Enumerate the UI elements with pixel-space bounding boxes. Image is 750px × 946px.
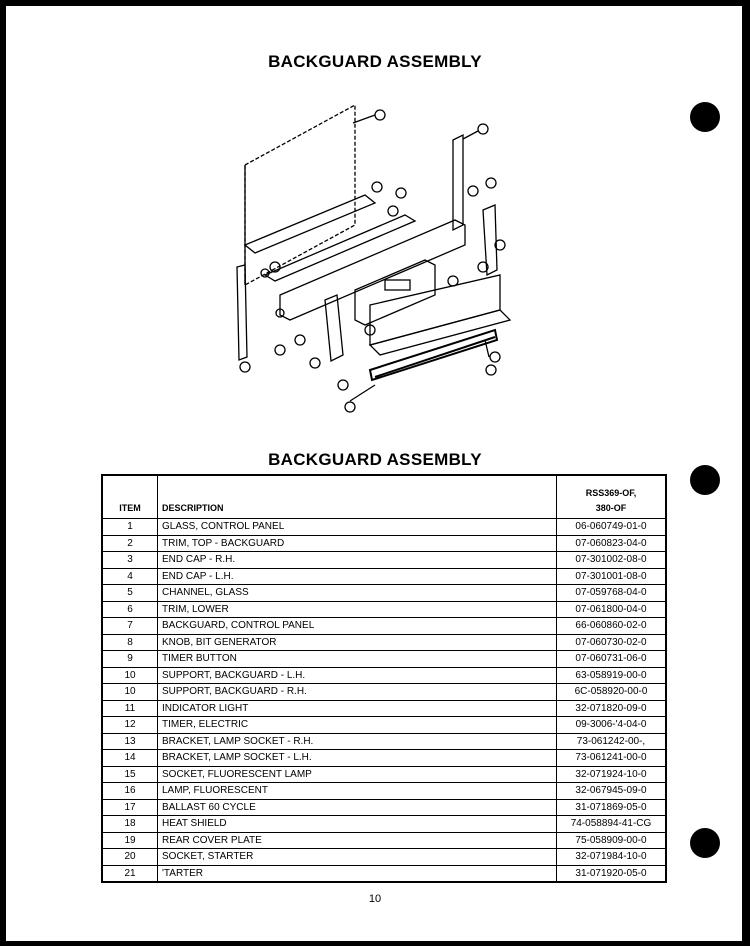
punch-hole-top <box>690 102 720 132</box>
cell-description: END CAP - L.H. <box>158 568 557 585</box>
table-row <box>102 535 666 552</box>
cell-description: TRIM, LOWER <box>158 601 557 618</box>
table-row <box>102 733 666 750</box>
table-row <box>102 849 666 866</box>
table-row <box>102 667 666 684</box>
cell-item: 20 <box>102 849 158 866</box>
page-title: BACKGUARD ASSEMBLY <box>268 52 482 71</box>
cell-description: 'TARTER <box>158 865 557 882</box>
cell-description: TIMER BUTTON <box>158 651 557 668</box>
cell-part-number: 75-058909-00-0 <box>557 832 667 849</box>
cell-item: 3 <box>102 552 158 569</box>
table-row <box>102 568 666 585</box>
header-description: DESCRIPTION <box>158 475 557 519</box>
cell-part-number: 31-071869-05-0 <box>557 799 667 816</box>
cell-part-number: 63-058919-00-0 <box>557 667 667 684</box>
cell-item: 7 <box>102 618 158 635</box>
punch-hole-bottom <box>690 828 720 858</box>
cell-item: 4 <box>102 568 158 585</box>
cell-description: SUPPORT, BACKGUARD - R.H. <box>158 684 557 701</box>
header-model <box>557 475 667 519</box>
cell-item: 5 <box>102 585 158 602</box>
cell-part-number: 31-071920-05-0 <box>557 865 667 882</box>
cell-description: SUPPORT, BACKGUARD - L.H. <box>158 667 557 684</box>
cell-item: 10 <box>102 667 158 684</box>
cell-part-number: 32-067945-09-0 <box>557 783 667 800</box>
cell-part-number: 09-3006-'4-04-0 <box>557 717 667 734</box>
cell-item: 14 <box>102 750 158 767</box>
cell-item: 2 <box>102 535 158 552</box>
cell-item: 13 <box>102 733 158 750</box>
cell-description: BALLAST 60 CYCLE <box>158 799 557 816</box>
parts-table-body <box>102 519 666 883</box>
table-row <box>102 618 666 635</box>
cell-item: 10 <box>102 684 158 701</box>
cell-description: BRACKET, LAMP SOCKET - R.H. <box>158 733 557 750</box>
table-row <box>102 816 666 833</box>
cell-part-number: 32-071984-10-0 <box>557 849 667 866</box>
cell-item: 11 <box>102 700 158 717</box>
table-row <box>102 634 666 651</box>
table-row <box>102 700 666 717</box>
table-row <box>102 601 666 618</box>
cell-item: 9 <box>102 651 158 668</box>
header-item: ITEM <box>102 475 158 519</box>
table-row <box>102 651 666 668</box>
cell-description: REAR COVER PLATE <box>158 832 557 849</box>
table-row <box>102 717 666 734</box>
cell-item: 19 <box>102 832 158 849</box>
cell-part-number: 07-301002-08-0 <box>557 552 667 569</box>
cell-part-number: 32-071820-09-0 <box>557 700 667 717</box>
cell-item: 1 <box>102 519 158 536</box>
cell-part-number: 07-060730-02-0 <box>557 634 667 651</box>
table-row <box>102 865 666 882</box>
cell-item: 12 <box>102 717 158 734</box>
header-model-line2: 380-OF <box>595 503 627 513</box>
table-row <box>102 519 666 536</box>
cell-part-number: 07-060731-06-0 <box>557 651 667 668</box>
cell-part-number: 07-060823-04-0 <box>557 535 667 552</box>
parts-table <box>101 474 667 883</box>
cell-part-number: 07-301001-08-0 <box>557 568 667 585</box>
table-row <box>102 766 666 783</box>
cell-item: 17 <box>102 799 158 816</box>
table-row <box>102 750 666 767</box>
cell-description: SOCKET, STARTER <box>158 849 557 866</box>
cell-description: KNOB, BIT GENERATOR <box>158 634 557 651</box>
table-row <box>102 552 666 569</box>
cell-description: LAMP, FLUORESCENT <box>158 783 557 800</box>
cell-item: 18 <box>102 816 158 833</box>
table-row <box>102 832 666 849</box>
cell-description: END CAP - R.H. <box>158 552 557 569</box>
cell-description: SOCKET, FLUORESCENT LAMP <box>158 766 557 783</box>
cell-description: INDICATOR LIGHT <box>158 700 557 717</box>
page-number: 10 <box>368 893 382 905</box>
exploded-parts-diagram <box>225 95 525 420</box>
cell-description: BACKGUARD, CONTROL PANEL <box>158 618 557 635</box>
table-row <box>102 585 666 602</box>
cell-description: GLASS, CONTROL PANEL <box>158 519 557 536</box>
table-row <box>102 684 666 701</box>
cell-description: BRACKET, LAMP SOCKET - L.H. <box>158 750 557 767</box>
table-title: BACKGUARD ASSEMBLY <box>268 450 482 469</box>
cell-item: 6 <box>102 601 158 618</box>
cell-part-number: 74-058894-41-CG <box>557 816 667 833</box>
cell-description: CHANNEL, GLASS <box>158 585 557 602</box>
cell-description: TRIM, TOP - BACKGUARD <box>158 535 557 552</box>
cell-description: HEAT SHIELD <box>158 816 557 833</box>
cell-item: 15 <box>102 766 158 783</box>
cell-item: 8 <box>102 634 158 651</box>
table-row <box>102 799 666 816</box>
cell-part-number: 07-061800-04-0 <box>557 601 667 618</box>
header-model-line1: RSS369-OF, <box>585 488 637 498</box>
cell-description: TIMER, ELECTRIC <box>158 717 557 734</box>
table-header-row <box>102 475 666 519</box>
cell-part-number: 6C-058920-00-0 <box>557 684 667 701</box>
cell-part-number: 06-060749-01-0 <box>557 519 667 536</box>
cell-part-number: 73-061241-00-0 <box>557 750 667 767</box>
cell-part-number: 32-071924-10-0 <box>557 766 667 783</box>
cell-item: 21 <box>102 865 158 882</box>
cell-part-number: 73-061242-00-, <box>557 733 667 750</box>
cell-item: 16 <box>102 783 158 800</box>
cell-part-number: 66-060860-02-0 <box>557 618 667 635</box>
cell-part-number: 07-059768-04-0 <box>557 585 667 602</box>
table-row <box>102 783 666 800</box>
